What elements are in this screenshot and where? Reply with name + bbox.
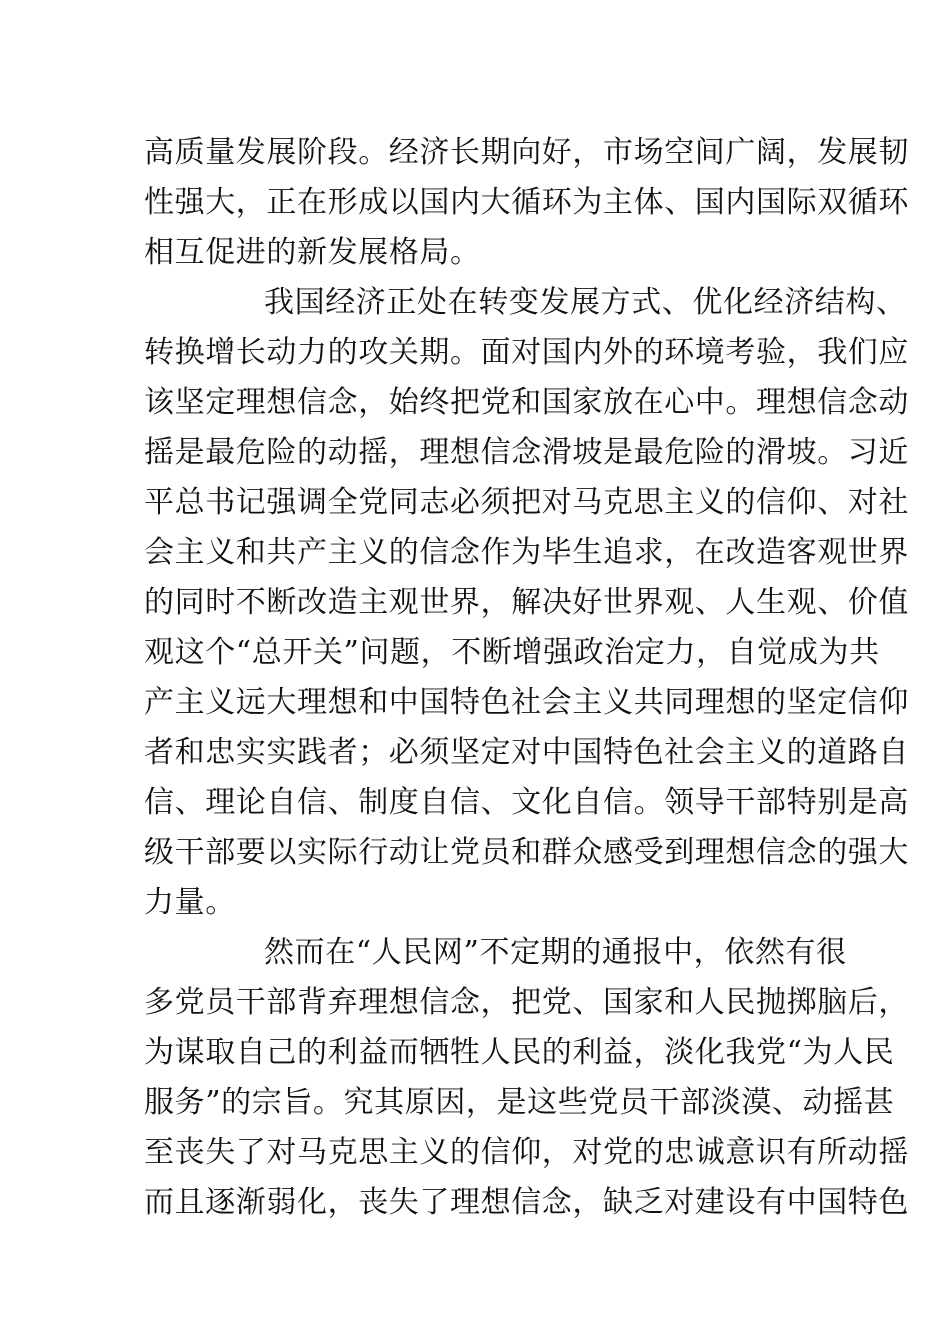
paragraph-line: 至丧失了对马克思主义的信仰，对党的忠诚意识有所动摇 bbox=[144, 1135, 909, 1170]
paragraph-line: 者和忠实实践者；必须坚定对中国特色社会主义的道路自 bbox=[144, 735, 909, 770]
paragraph-line: 性强大，正在形成以国内大循环为主体、国内国际双循环 bbox=[144, 185, 909, 220]
paragraph-line: 而且逐渐弱化，丧失了理想信念，缺乏对建设有中国特色 bbox=[144, 1185, 909, 1220]
paragraph-line: 相互促进的新发展格局。 bbox=[144, 235, 481, 270]
paragraph-line: 观这个“总开关”问题，不断增强政治定力，自觉成为共 bbox=[144, 635, 880, 670]
paragraph-line: 力量。 bbox=[144, 885, 236, 920]
paragraph-line: 会主义和共产主义的信念作为毕生追求，在改造客观世界 bbox=[144, 535, 909, 570]
paragraph-line: 然而在“人民网”不定期的通报中，依然有很 bbox=[264, 935, 847, 970]
paragraph-line: 高质量发展阶段。经济长期向好，市场空间广阔，发展韧 bbox=[144, 135, 909, 170]
paragraph-line: 多党员干部背弃理想信念，把党、国家和人民抛掷脑后， bbox=[144, 985, 909, 1020]
paragraph-line: 产主义远大理想和中国特色社会主义共同理想的坚定信仰 bbox=[144, 685, 909, 720]
paragraph-line: 信、理论自信、制度自信、文化自信。领导干部特别是高 bbox=[144, 785, 909, 820]
paragraph-line: 服务”的宗旨。究其原因，是这些党员干部淡漠、动摇甚 bbox=[144, 1085, 895, 1120]
paragraph-line: 级干部要以实际行动让党员和群众感受到理想信念的强大 bbox=[144, 835, 909, 870]
paragraph-line: 的同时不断改造主观世界，解决好世界观、人生观、价值 bbox=[144, 585, 909, 620]
paragraph-line: 摇是最危险的动摇，理想信念滑坡是最危险的滑坡。习近 bbox=[144, 435, 909, 470]
paragraph-line: 平总书记强调全党同志必须把对马克思主义的信仰、对社 bbox=[144, 485, 909, 520]
paragraph-line: 该坚定理想信念，始终把党和国家放在心中。理想信念动 bbox=[144, 385, 909, 420]
paragraph-line: 为谋取自己的利益而牺牲人民的利益，淡化我党“为人民 bbox=[144, 1035, 895, 1070]
paragraph-line: 转换增长动力的攻关期。面对国内外的环境考验，我们应 bbox=[144, 335, 909, 370]
paragraph-line: 我国经济正处在转变发展方式、优化经济结构、 bbox=[264, 285, 907, 320]
